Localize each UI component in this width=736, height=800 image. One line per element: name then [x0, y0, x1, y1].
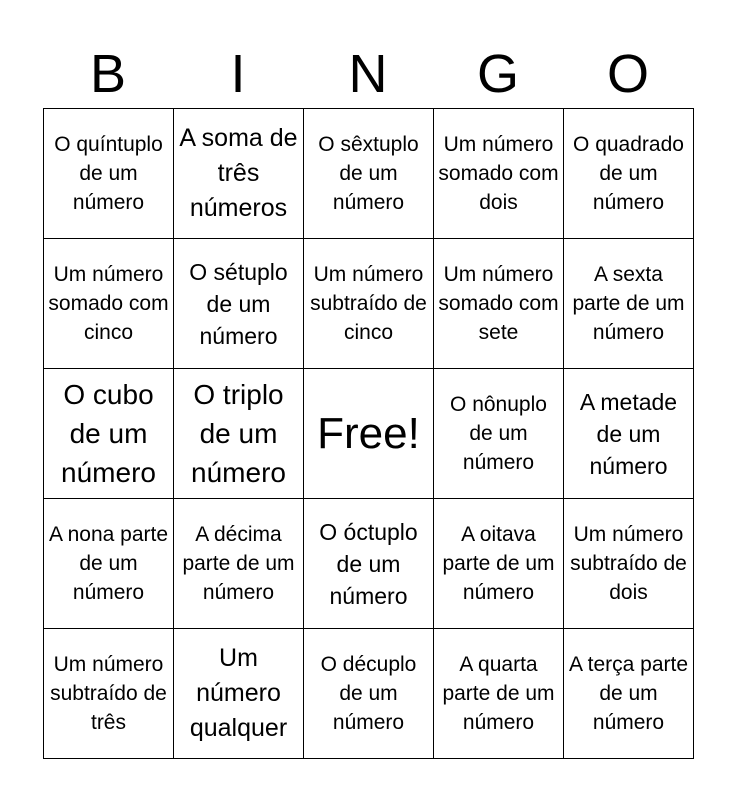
bingo-cell[interactable]: A oitava parte de um número — [434, 499, 564, 629]
bingo-cell[interactable]: A sexta parte de um número — [564, 239, 694, 369]
bingo-cell[interactable]: O quíntuplo de um número — [44, 109, 174, 239]
bingo-header — [43, 40, 693, 108]
grid-row — [44, 239, 694, 369]
header-letter-o: O — [606, 44, 649, 104]
bingo-cell[interactable]: Um número subtraído de três — [44, 629, 174, 759]
bingo-cell[interactable]: A quarta parte de um número — [434, 629, 564, 759]
bingo-cell[interactable]: Um número qualquer — [174, 629, 304, 759]
header-letter-g: G — [476, 44, 519, 104]
bingo-cell[interactable]: O cubo de um número — [44, 369, 174, 499]
grid-row — [44, 499, 694, 629]
grid-row — [44, 369, 694, 499]
bingo-cell[interactable]: O sétuplo de um número — [174, 239, 304, 369]
header-letter-n: N — [348, 44, 388, 104]
header-letter-b: B — [89, 44, 127, 104]
header-letter-i: I — [230, 44, 246, 104]
bingo-card-grid — [43, 108, 694, 759]
bingo-cell[interactable]: A décima parte de um número — [174, 499, 304, 629]
bingo-cell[interactable]: Um número somado com cinco — [44, 239, 174, 369]
bingo-cell[interactable]: O sêxtuplo de um número — [304, 109, 434, 239]
bingo-cell[interactable]: O triplo de um número — [174, 369, 304, 499]
bingo-cell[interactable]: O décuplo de um número — [304, 629, 434, 759]
free-space-cell[interactable]: Free! — [304, 369, 434, 499]
bingo-cell[interactable]: Um número subtraído de dois — [564, 499, 694, 629]
bingo-cell[interactable]: A nona parte de um número — [44, 499, 174, 629]
bingo-cell[interactable]: O óctuplo de um número — [304, 499, 434, 629]
bingo-cell[interactable]: Um número somado com dois — [434, 109, 564, 239]
bingo-cell[interactable]: A metade de um número — [564, 369, 694, 499]
bingo-cell[interactable]: A soma de três números — [174, 109, 304, 239]
bingo-cell[interactable]: A terça parte de um número — [564, 629, 694, 759]
grid-row — [44, 629, 694, 759]
bingo-cell[interactable]: O nônuplo de um número — [434, 369, 564, 499]
bingo-cell[interactable]: Um número somado com sete — [434, 239, 564, 369]
bingo-cell[interactable]: O quadrado de um número — [564, 109, 694, 239]
grid-row — [44, 109, 694, 239]
bingo-cell[interactable]: Um número subtraído de cinco — [304, 239, 434, 369]
